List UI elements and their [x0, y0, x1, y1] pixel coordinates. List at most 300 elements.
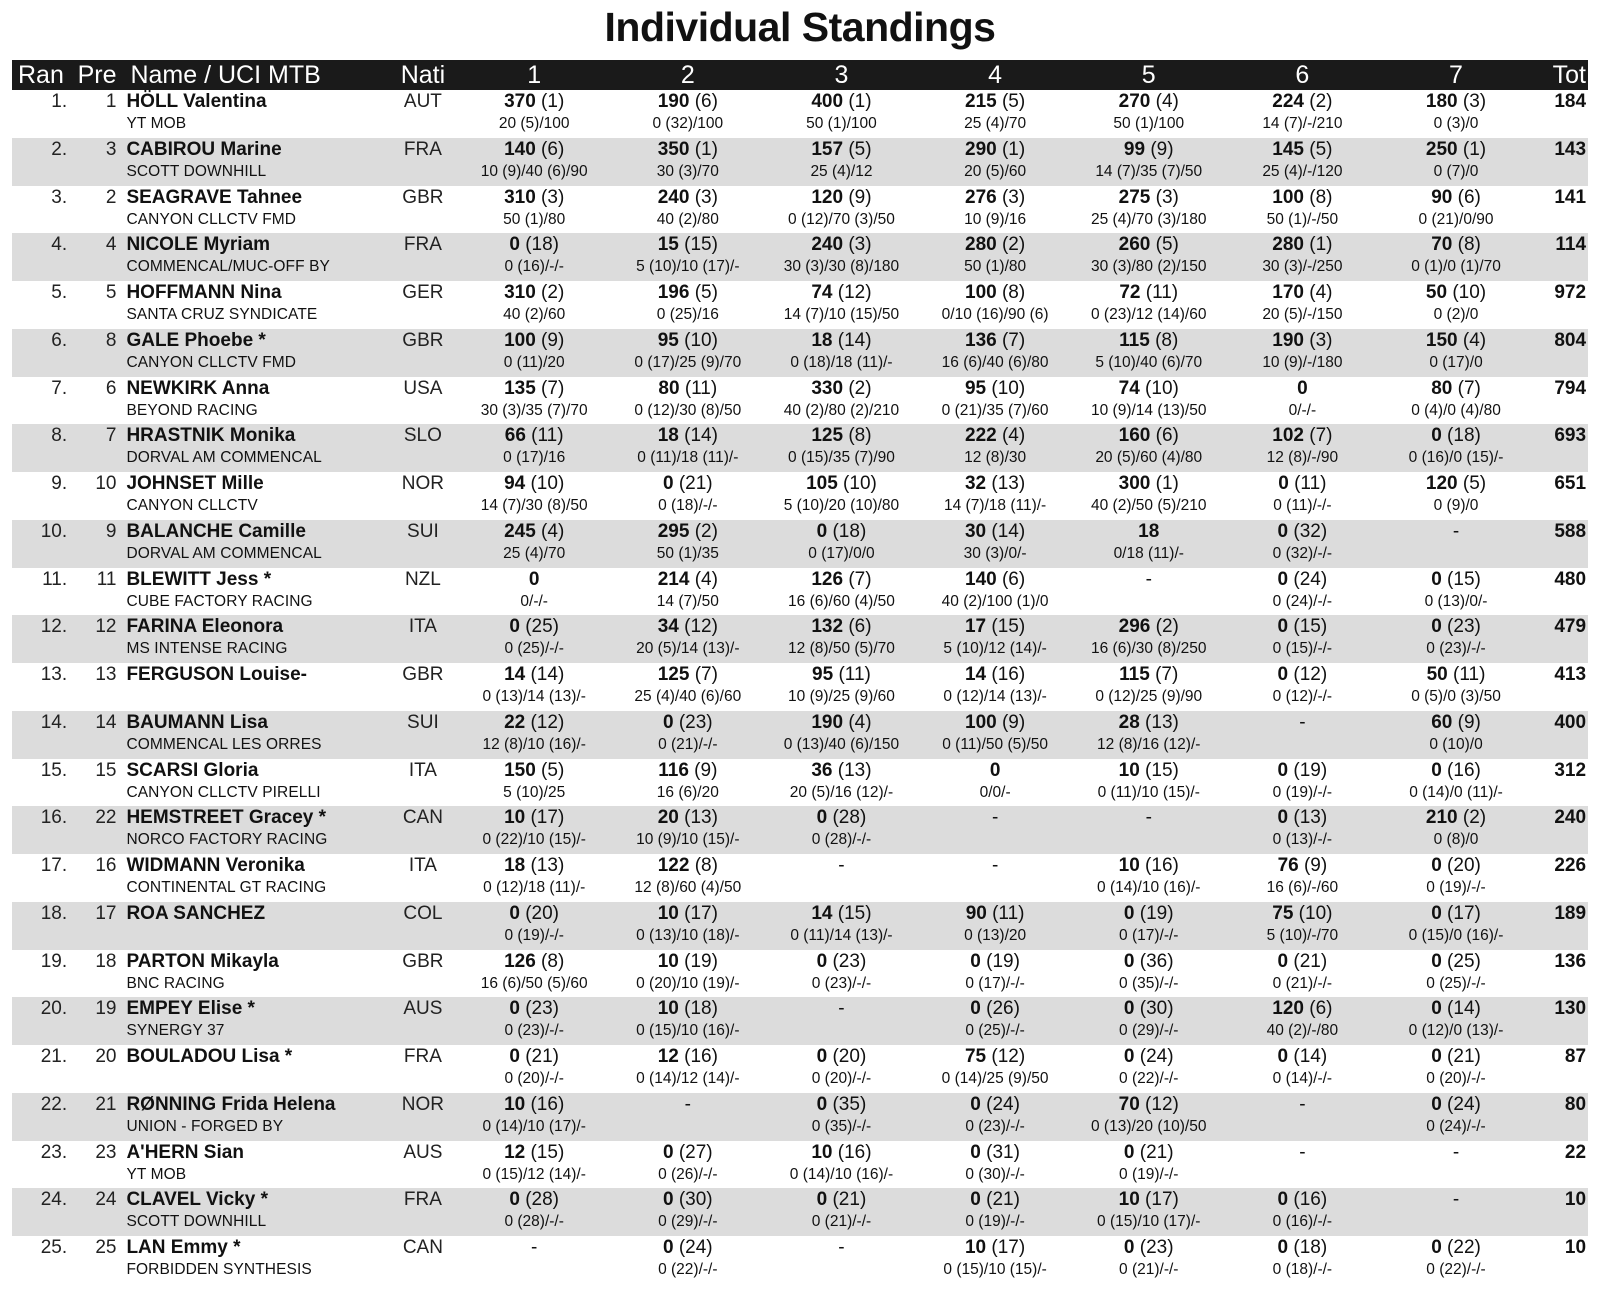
round-points: 99 (9) [1123, 138, 1174, 160]
round-breakdown: 10 (9)/16 [964, 210, 1027, 228]
round-breakdown: 0 (7)/0 [1433, 162, 1479, 180]
round-points: 0 [528, 568, 540, 590]
nation-cell: AUS [403, 998, 443, 1020]
rank-cell: 8. [51, 425, 68, 447]
round-2-cell [611, 520, 765, 568]
round-4-cell [918, 1188, 1072, 1236]
rider-name: BOULADOU Lisa * [126, 1046, 293, 1067]
round-points: 0 (30) [1123, 998, 1174, 1020]
round-breakdown: 25 (4)/40 (6)/60 [634, 688, 742, 705]
round-points: 240 (3) [657, 186, 718, 208]
round-breakdown: 12 (8)/16 (12)/- [1097, 735, 1201, 753]
round-breakdown: 14 (7)/-/210 [1262, 115, 1343, 132]
round-3-cell [765, 1188, 919, 1236]
round-points: 102 (7) [1272, 425, 1333, 447]
round-7-cell [1379, 1188, 1533, 1236]
total-cell: 480 [1554, 568, 1587, 590]
round-2-cell [611, 711, 765, 759]
round-points: 295 (2) [657, 520, 718, 542]
round-5-cell [1072, 759, 1226, 807]
round-5-cell [1072, 1236, 1226, 1284]
round-breakdown: 10 (9)/40 (6)/90 [480, 162, 588, 180]
total-cell: 136 [1554, 950, 1587, 972]
round-breakdown: 12 (8)/-/90 [1266, 449, 1339, 467]
round-breakdown: 12 (8)/30 [964, 449, 1027, 467]
round-breakdown: 0 (15)/10 (16)/- [636, 1022, 740, 1040]
round-breakdown: 0 (26)/-/- [658, 1165, 718, 1183]
round-breakdown: 30 (3)/30 (8)/180 [783, 258, 900, 276]
round-breakdown: 0 (17)/0/0 [808, 544, 875, 562]
round-4-cell [918, 1045, 1072, 1093]
round-points: 0 [989, 759, 1001, 781]
round-6-cell [1226, 568, 1380, 616]
rank-cell: 16. [40, 807, 68, 829]
round-points: 0 (18) [1277, 1237, 1328, 1258]
round-1-cell [457, 138, 611, 186]
round-1-cell [457, 90, 611, 138]
round-breakdown: 0 (11)/14 (13)/- [790, 926, 893, 944]
round-5-cell [1072, 1188, 1226, 1236]
round-breakdown: 40 (2)/60 [503, 306, 566, 323]
total-cell: 80 [1564, 1093, 1587, 1115]
round-breakdown: 30 (3)/70 [656, 162, 719, 180]
round-breakdown: 20 (5)/-/150 [1262, 306, 1343, 323]
round-2-cell [611, 1141, 765, 1189]
round-breakdown: 10 (9)/25 (9)/60 [788, 688, 895, 705]
team-name: CANYON CLLCTV FMD [126, 210, 297, 228]
round-6-cell [1226, 186, 1380, 234]
nation-cell: AUS [403, 1141, 443, 1163]
round-points: 80 (11) [658, 377, 718, 399]
rider-cell [122, 329, 388, 377]
round-breakdown: 0 (28)/-/- [504, 1213, 564, 1231]
round-points: - [1299, 1093, 1306, 1115]
team-name: FORBIDDEN SYNTHESIS [126, 1261, 312, 1278]
total-cell: 130 [1554, 998, 1587, 1020]
round-points: 0 (32) [1277, 520, 1328, 542]
round-points: 36 (13) [811, 759, 872, 781]
rank-cell: 24. [40, 1189, 68, 1211]
round-points: 120 (6) [1272, 998, 1333, 1020]
round-breakdown: 0 (8)/0 [1433, 831, 1479, 849]
nation-cell: SUI [407, 520, 439, 542]
round-points: 157 (5) [811, 138, 872, 160]
round-points: 75 (12) [964, 1046, 1026, 1067]
previous-rank-cell: 10 [95, 473, 117, 494]
round-6-cell [1226, 711, 1380, 759]
round-points: 10 (17) [657, 902, 718, 924]
team-name: DORVAL AM COMMENCAL [126, 544, 322, 562]
round-breakdown: 0 (11)/20 [503, 353, 565, 371]
round-2-cell [611, 806, 765, 854]
round-breakdown: 14 (7)/30 (8)/50 [480, 497, 588, 514]
round-2-cell [611, 615, 765, 663]
previous-rank-cell: 1 [105, 91, 117, 112]
round-7-cell [1379, 568, 1533, 616]
round-breakdown: 25 (4)/70 [503, 544, 566, 562]
round-4-cell [918, 377, 1072, 425]
rider-cell [122, 711, 388, 759]
rider-cell [122, 281, 388, 329]
round-breakdown: 0 (5)/0 (3)/50 [1411, 688, 1501, 705]
round-7-cell [1379, 902, 1533, 950]
round-7-cell [1379, 1093, 1533, 1141]
round-points: 0 (21) [816, 1189, 867, 1211]
team-name: CUBE FACTORY RACING [126, 592, 313, 610]
round-points: 66 (11) [504, 425, 564, 447]
round-points: 125 (7) [657, 664, 718, 685]
round-points: - [1452, 520, 1460, 542]
round-7-cell [1379, 1141, 1533, 1189]
round-breakdown: 10 (9)/10 (15)/- [636, 831, 740, 849]
round-6-cell [1226, 1236, 1380, 1284]
round-points: 10 (15) [1118, 759, 1179, 781]
round-7-cell [1379, 806, 1533, 854]
round-points: 17 (15) [964, 616, 1026, 638]
round-4-cell [918, 90, 1072, 138]
table-row [12, 1141, 1588, 1189]
round-points: 10 (16) [1118, 855, 1179, 876]
round-2-cell [611, 1045, 765, 1093]
round-1-cell [457, 806, 611, 854]
round-1-cell [457, 233, 611, 281]
round-3-cell [765, 186, 919, 234]
rider-cell [122, 90, 388, 138]
round-breakdown: 0/0/- [979, 783, 1011, 801]
round-5-cell [1072, 950, 1226, 998]
round-points: 0 (16) [1277, 1189, 1328, 1211]
round-points: 0 (24) [662, 1237, 713, 1258]
round-6-cell [1226, 759, 1380, 807]
round-7-cell [1379, 281, 1533, 329]
round-2-cell [611, 568, 765, 616]
nation-cell: AUT [403, 91, 442, 112]
nation-cell: GER [402, 282, 444, 303]
round-points: 94 (10) [504, 473, 565, 494]
round-breakdown: 5 (10)/20 (10)/80 [783, 497, 900, 514]
round-3-cell [765, 806, 919, 854]
round-points: 0 (23) [1431, 616, 1481, 638]
round-points: 10 (17) [964, 1237, 1026, 1258]
round-points: 0 (16) [1431, 759, 1481, 781]
round-breakdown: 20 (5)/100 [498, 115, 570, 132]
round-points: - [991, 807, 999, 829]
previous-rank-cell: 5 [105, 282, 117, 303]
round-breakdown: 0 (9)/0 [1433, 497, 1479, 514]
round-5-cell [1072, 1093, 1226, 1141]
round-points: 0 (12) [1277, 664, 1328, 685]
round-4-cell [918, 806, 1072, 854]
round-points: 0 (15) [1277, 616, 1328, 638]
round-7-cell [1379, 1045, 1533, 1093]
rider-name: HEMSTREET Gracey * [126, 807, 327, 829]
round-points: 330 (2) [811, 377, 872, 399]
round-4-cell [918, 663, 1072, 711]
round-1-cell [457, 1093, 611, 1141]
round-3-cell [765, 1236, 919, 1284]
round-points: 170 (4) [1272, 282, 1333, 303]
round-breakdown: 5 (10)/-/70 [1266, 926, 1339, 944]
round-breakdown: 0 (20)/-/- [1426, 1070, 1486, 1087]
round-5-cell [1072, 233, 1226, 281]
nation-cell: ITA [408, 616, 437, 638]
round-breakdown: 12 (8)/60 (4)/50 [634, 879, 742, 896]
round-points: 18 [1138, 520, 1160, 542]
team-name: DORVAL AM COMMENCAL [126, 449, 322, 467]
round-points: 10 (19) [657, 950, 718, 972]
rank-cell: 4. [51, 234, 68, 256]
round-4-cell [918, 472, 1072, 520]
round-breakdown: 0 (21)/35 (7)/60 [941, 401, 1049, 419]
round-points: 50 (11) [1426, 664, 1486, 685]
total-cell: 400 [1554, 711, 1587, 733]
round-breakdown: 16 (6)/-/60 [1266, 879, 1339, 896]
total-cell: 413 [1554, 664, 1587, 685]
round-7-cell [1379, 520, 1533, 568]
round-breakdown: 10 (9)/14 (13)/50 [1091, 401, 1207, 419]
round-points: 0 (21) [662, 473, 713, 494]
round-6-cell [1226, 281, 1380, 329]
table-row [12, 472, 1588, 520]
round-6-cell [1226, 233, 1380, 281]
round-points: 400 (1) [811, 91, 872, 112]
previous-rank-cell: 17 [95, 902, 117, 924]
round-points: 0 (23) [509, 998, 559, 1020]
round-breakdown: 0 (12)/25 (9)/90 [1095, 688, 1203, 705]
total-cell: 972 [1554, 282, 1587, 303]
previous-rank-cell: 9 [105, 520, 117, 542]
table-row [12, 90, 1588, 138]
round-points: 0 (30) [662, 1189, 713, 1211]
round-4-cell [918, 1141, 1072, 1189]
round-points: 0 (36) [1123, 950, 1174, 972]
rider-cell [122, 902, 388, 950]
round-breakdown: 0 (22)/10 (15)/- [482, 831, 586, 849]
round-points: 290 (1) [965, 138, 1026, 160]
previous-rank-cell: 4 [105, 234, 117, 256]
rank-cell: 17. [40, 855, 68, 876]
round-1-cell [457, 520, 611, 568]
round-points: 18 (14) [811, 329, 872, 351]
round-points: - [1145, 568, 1152, 590]
rank-cell: 12. [40, 616, 68, 638]
round-points: - [991, 855, 999, 876]
round-breakdown [1072, 592, 1226, 611]
round-points: 300 (1) [1118, 473, 1179, 494]
round-points: 126 (7) [811, 568, 872, 590]
round-5-cell [1072, 186, 1226, 234]
round-points: 120 (9) [811, 186, 872, 208]
table-row [12, 997, 1588, 1045]
round-1-cell [457, 1236, 611, 1284]
round-points: 150 (5) [504, 759, 565, 781]
nation-cell: GBR [402, 329, 444, 351]
previous-rank-cell: 23 [95, 1141, 117, 1163]
round-breakdown [1379, 1165, 1533, 1184]
round-7-cell [1379, 424, 1533, 472]
total-cell: 87 [1564, 1046, 1587, 1067]
round-breakdown: 0 (10)/0 [1429, 735, 1483, 753]
round-breakdown: 0 (21)/0/90 [1418, 210, 1494, 228]
round-points: 190 (4) [811, 711, 872, 733]
round-1-cell [457, 615, 611, 663]
round-6-cell [1226, 997, 1380, 1045]
round-breakdown: 0 (21)/-/- [1119, 1261, 1179, 1278]
previous-rank-cell: 22 [95, 807, 117, 829]
round-breakdown: 0 (23)/-/- [504, 1022, 564, 1040]
round-3-cell [765, 568, 919, 616]
round-1-cell [457, 281, 611, 329]
round-breakdown: 50 (1)/80 [503, 210, 566, 228]
round-7-cell [1379, 711, 1533, 759]
header-rank: Ran [18, 60, 64, 89]
team-name: UNION - FORGED BY [126, 1117, 284, 1135]
round-1-cell [457, 568, 611, 616]
round-points: 0 (15) [1431, 568, 1481, 590]
round-2-cell [611, 759, 765, 807]
rank-cell: 9. [51, 473, 68, 494]
round-4-cell [918, 568, 1072, 616]
round-breakdown: 16 (6)/50 (5)/60 [480, 974, 588, 992]
round-5-cell [1072, 902, 1226, 950]
round-3-cell [765, 997, 919, 1045]
round-5-cell [1072, 281, 1226, 329]
round-breakdown: 0 (22)/-/- [658, 1261, 718, 1278]
round-6-cell [1226, 663, 1380, 711]
round-points: 0 (24) [1431, 1093, 1481, 1115]
round-breakdown: 20 (5)/60 [964, 162, 1027, 180]
round-7-cell [1379, 854, 1533, 902]
round-breakdown: 0 (14)/25 (9)/50 [941, 1070, 1049, 1087]
previous-rank-cell: 11 [96, 568, 117, 590]
round-6-cell [1226, 377, 1380, 425]
round-1-cell [457, 424, 611, 472]
round-points: 0 (14) [1277, 1046, 1328, 1067]
round-breakdown: 0 (30)/-/- [965, 1165, 1025, 1183]
round-breakdown: 0 (14)/10 (16)/- [1097, 879, 1201, 896]
round-5-cell [1072, 568, 1226, 616]
round-points: 210 (2) [1425, 807, 1487, 829]
round-points: 76 (9) [1277, 855, 1328, 876]
round-1-cell [457, 711, 611, 759]
team-name: SANTA CRUZ SYNDICATE [126, 306, 318, 323]
round-breakdown: 0 (3)/0 [1433, 115, 1479, 132]
round-points: 122 (8) [657, 855, 718, 876]
header-round-3: 3 [834, 60, 849, 89]
round-1-cell [457, 186, 611, 234]
header-round-6: 6 [1295, 60, 1310, 89]
round-breakdown: 14 (7)/35 (7)/50 [1095, 162, 1203, 180]
round-points: - [838, 855, 845, 876]
table-row [12, 806, 1588, 854]
total-cell: 10 [1564, 1237, 1587, 1258]
nation-cell: ITA [408, 759, 437, 781]
round-2-cell [611, 424, 765, 472]
table-row [12, 950, 1588, 998]
rank-cell: 10. [40, 520, 68, 542]
round-breakdown [1226, 1117, 1380, 1136]
round-7-cell [1379, 377, 1533, 425]
round-points: 0 (23) [816, 950, 867, 972]
round-points: 0 (28) [509, 1189, 559, 1211]
round-1-cell [457, 759, 611, 807]
round-points: 140 (6) [965, 568, 1026, 590]
round-7-cell [1379, 950, 1533, 998]
round-breakdown: 16 (6)/40 (6)/80 [941, 353, 1049, 371]
round-points: 70 (8) [1431, 234, 1481, 256]
round-5-cell [1072, 472, 1226, 520]
round-points: 0 (14) [1431, 998, 1481, 1020]
round-points: 0 (25) [509, 616, 559, 638]
round-breakdown: 0 (23)/12 (14)/60 [1091, 306, 1207, 323]
round-points: 115 (8) [1119, 329, 1179, 351]
round-breakdown: 0 (35)/-/- [1119, 974, 1179, 992]
round-breakdown: 0 (18)/-/- [658, 497, 718, 514]
round-breakdown: 0 (17)/0 [1429, 353, 1483, 371]
table-row [12, 1093, 1588, 1141]
round-breakdown: 30 (3)/0/- [963, 544, 1027, 562]
table-row [12, 663, 1588, 711]
round-4-cell [918, 711, 1072, 759]
round-points: 0 (21) [509, 1046, 559, 1067]
round-2-cell [611, 90, 765, 138]
round-points: 136 (7) [965, 329, 1026, 351]
round-points: 250 (1) [1425, 138, 1487, 160]
round-2-cell [611, 138, 765, 186]
rider-name: CABIROU Marine [126, 138, 282, 160]
round-breakdown: 20 (5)/14 (13)/- [636, 640, 740, 658]
round-1-cell [457, 472, 611, 520]
round-points: 75 (10) [1272, 902, 1333, 924]
round-breakdown: 0 (14)/12 (14)/- [636, 1070, 740, 1087]
round-breakdown: 25 (4)/70 [964, 115, 1027, 132]
round-points: - [838, 1237, 845, 1258]
round-3-cell [765, 902, 919, 950]
round-4-cell [918, 854, 1072, 902]
nation-cell: COL [403, 902, 443, 924]
team-name: CANYON CLLCTV FMD [126, 353, 297, 371]
round-2-cell [611, 472, 765, 520]
round-points: 14 (16) [964, 664, 1026, 685]
round-points: 100 (9) [965, 711, 1026, 733]
round-breakdown: 0 (12)/70 (3)/50 [788, 210, 895, 228]
round-4-cell [918, 950, 1072, 998]
round-6-cell [1226, 424, 1380, 472]
round-4-cell [918, 138, 1072, 186]
round-1-cell [457, 1141, 611, 1189]
round-breakdown: 0 (14)/10 (17)/- [482, 1117, 586, 1135]
round-breakdown: 40 (2)/100 (1)/0 [941, 592, 1049, 610]
rider-name: FARINA Eleonora [126, 616, 284, 638]
rank-cell: 6. [51, 329, 68, 351]
round-points: 0 (18) [816, 520, 867, 542]
round-breakdown: 0 (25)/-/- [1426, 974, 1486, 992]
round-points: 0 (21) [1431, 1046, 1481, 1067]
round-points: 0 (24) [1123, 1046, 1174, 1067]
round-breakdown: 0 (22)/-/- [1426, 1261, 1486, 1278]
round-4-cell [918, 329, 1072, 377]
round-3-cell [765, 711, 919, 759]
round-points: 0 (21) [1123, 1141, 1174, 1163]
round-points: - [838, 998, 845, 1020]
round-breakdown: 0 (1)/0 (1)/70 [1411, 258, 1501, 276]
round-breakdown: 30 (3)/80 (2)/150 [1091, 258, 1207, 276]
round-5-cell [1072, 377, 1226, 425]
round-3-cell [765, 90, 919, 138]
round-points: 0 (11) [1278, 473, 1327, 494]
nation-cell: NZL [404, 568, 441, 590]
rider-name: NEWKIRK Anna [126, 377, 270, 399]
